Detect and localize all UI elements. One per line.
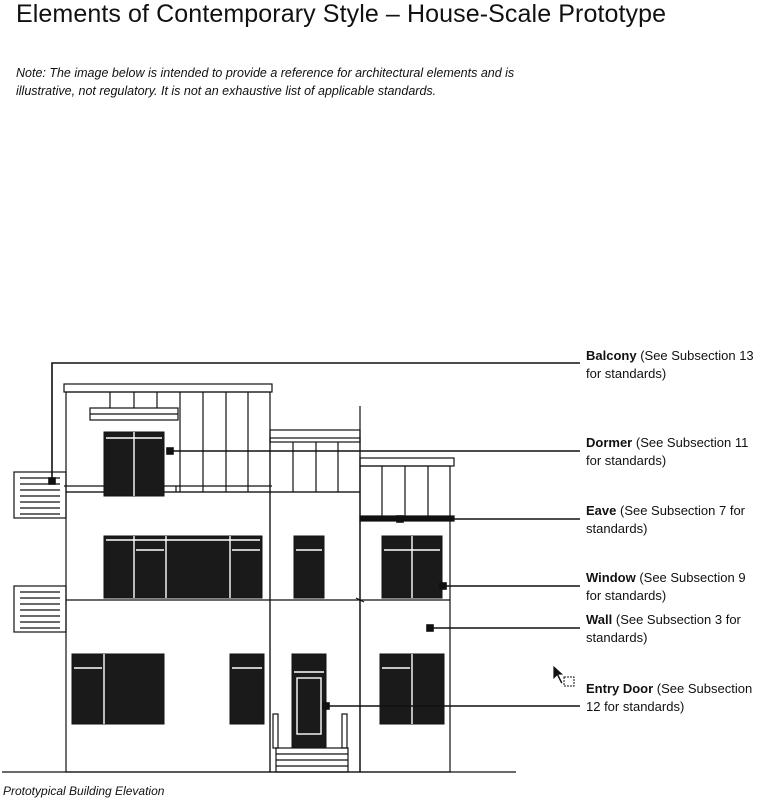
window-2f-left	[104, 536, 262, 598]
callout-entry-door-detail: (See Subsection 12 for standards)	[586, 681, 753, 714]
page-title: Elements of Contemporary Style – House-Scale Prototype	[16, 0, 667, 28]
callout-balcony-name: Balcony	[586, 348, 637, 363]
dormer-block	[66, 392, 270, 492]
eave-marker	[397, 516, 403, 522]
callout-eave-name: Eave	[586, 503, 617, 518]
callout-entry-door	[586, 680, 758, 716]
figure-caption: Prototypical Building Elevation	[3, 784, 165, 798]
window-marker	[440, 583, 446, 589]
mouse-pointer-icon	[552, 664, 578, 690]
callout-window-detail: (See Subsection 9 for standards)	[586, 570, 746, 603]
dormer-marker	[167, 448, 173, 454]
callout-wall-name: Wall	[586, 612, 613, 627]
balcony-upper	[14, 472, 66, 518]
disclaimer-note: Note: The image below is intended to provide a reference for architectural elements and is illustrative, not regulatory. It is not an exhaustive list of applicable standards.	[16, 66, 515, 98]
entry-door-marker	[323, 703, 329, 709]
callout-entry-door-name: Entry Door	[586, 681, 654, 696]
callout-eave-detail: (See Subsection 7 for standards)	[586, 503, 746, 536]
callout-window-name: Window	[586, 570, 636, 585]
center-upper	[270, 430, 360, 492]
callout-eave	[586, 502, 758, 538]
left-volume	[66, 492, 270, 772]
callout-wall-detail: (See Subsection 3 for standards)	[586, 612, 741, 645]
callout-dormer	[586, 434, 758, 470]
callout-dormer-name: Dormer	[586, 435, 633, 450]
callout-balcony-detail: (See Subsection 13 for standards)	[586, 348, 754, 381]
window-2f-center	[294, 536, 324, 598]
balcony-lower	[14, 586, 66, 632]
wall-marker	[427, 625, 433, 631]
callout-wall	[586, 611, 758, 647]
window-1f-left	[72, 654, 164, 724]
callout-dormer-detail: (See Subsection 11 for standards)	[586, 435, 749, 468]
balcony-marker	[49, 478, 55, 484]
callout-window	[586, 569, 758, 605]
window-1f-small	[230, 654, 264, 724]
callout-balcony	[586, 347, 758, 383]
